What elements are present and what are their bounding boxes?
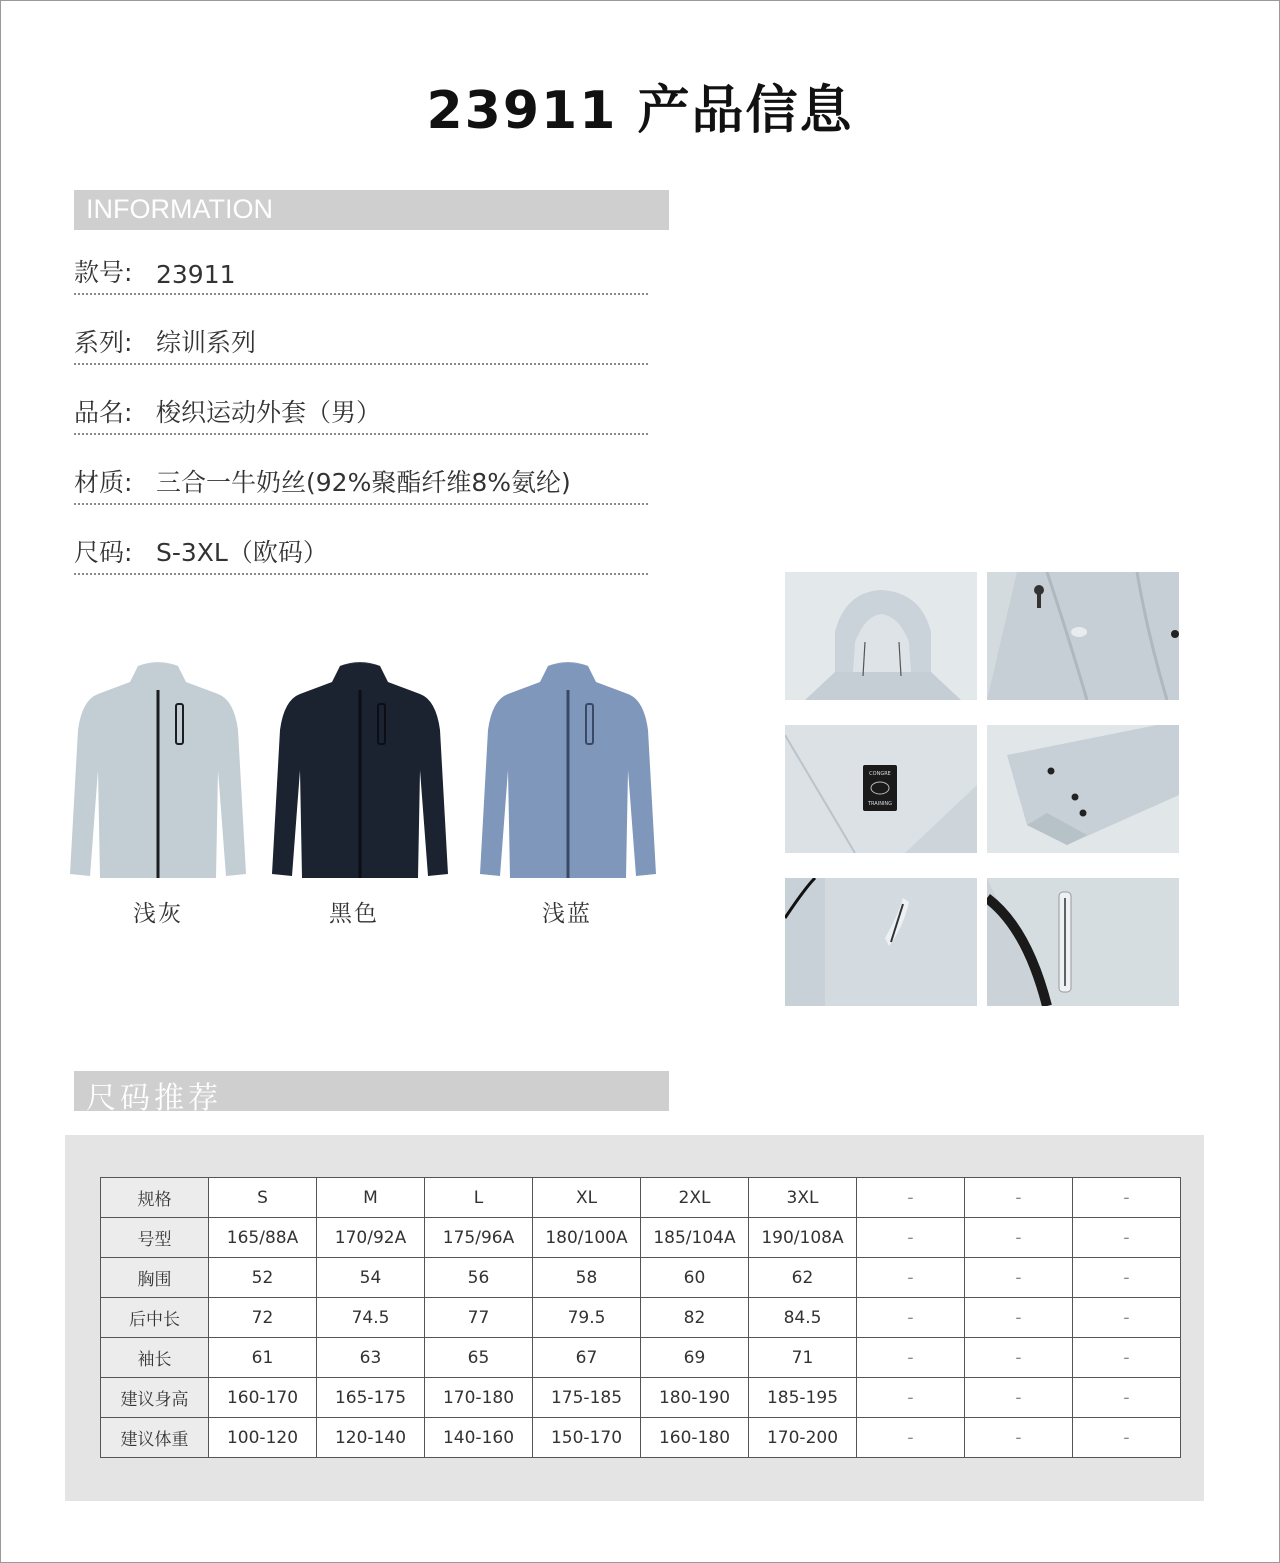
table-row xyxy=(101,1378,1181,1418)
table-cell: - xyxy=(1073,1338,1181,1378)
info-row-size xyxy=(74,533,648,575)
info-row-material xyxy=(74,463,648,505)
badge-top-text: CONGRE xyxy=(869,771,891,777)
detail-side-pocket-image xyxy=(785,878,977,1006)
table-cell: 69 xyxy=(641,1338,749,1378)
table-cell: 72 xyxy=(209,1298,317,1338)
table-cell: - xyxy=(857,1418,965,1458)
detail-hood-image xyxy=(785,572,977,700)
table-cell: - xyxy=(1073,1378,1181,1418)
size-table xyxy=(100,1177,1181,1458)
table-cell: 165/88A xyxy=(209,1218,317,1258)
table-cell: 100-120 xyxy=(209,1418,317,1458)
table-row xyxy=(101,1258,1181,1298)
info-value: 三合一牛奶丝(92%聚酯纤维8%氨纶) xyxy=(156,468,571,497)
table-cell: - xyxy=(857,1298,965,1338)
table-header-cell: 2XL xyxy=(641,1178,749,1218)
table-cell: 82 xyxy=(641,1298,749,1338)
table-cell: 120-140 xyxy=(317,1418,425,1458)
table-cell: - xyxy=(857,1258,965,1298)
table-cell: 170/92A xyxy=(317,1218,425,1258)
table-cell: - xyxy=(857,1338,965,1378)
table-cell: 77 xyxy=(425,1298,533,1338)
table-cell: 175-185 xyxy=(533,1378,641,1418)
table-header-cell: 3XL xyxy=(749,1178,857,1218)
table-cell: 160-180 xyxy=(641,1418,749,1458)
table-header-cell: L xyxy=(425,1178,533,1218)
table-cell: - xyxy=(1073,1218,1181,1258)
table-cell: 65 xyxy=(425,1338,533,1378)
table-cell: 185/104A xyxy=(641,1218,749,1258)
table-cell: 160-170 xyxy=(209,1378,317,1418)
table-cell: 84.5 xyxy=(749,1298,857,1338)
information-heading: INFORMATION xyxy=(86,194,273,224)
info-label: 品名: xyxy=(74,398,133,427)
color-label-light-blue: 浅蓝 xyxy=(542,901,592,927)
table-cell: 63 xyxy=(317,1338,425,1378)
table-cell: - xyxy=(965,1418,1073,1458)
table-cell: 71 xyxy=(749,1338,857,1378)
table-cell: 61 xyxy=(209,1338,317,1378)
detail-cuff-image xyxy=(987,725,1179,853)
table-row xyxy=(101,1218,1181,1258)
color-label-black: 黑色 xyxy=(329,901,379,927)
table-cell: 180/100A xyxy=(533,1218,641,1258)
table-cell: - xyxy=(857,1378,965,1418)
table-cell: - xyxy=(1073,1298,1181,1338)
size-recommendation-heading-bar xyxy=(74,1071,669,1115)
table-cell: 58 xyxy=(533,1258,641,1298)
detail-badge-image xyxy=(785,725,977,853)
detail-chest-pocket-image xyxy=(987,878,1179,1006)
table-cell: - xyxy=(965,1338,1073,1378)
info-row-style-number xyxy=(74,253,648,295)
table-cell: 袖长 xyxy=(101,1338,209,1378)
table-cell: 56 xyxy=(425,1258,533,1298)
info-value: 综训系列 xyxy=(156,328,257,357)
table-cell: 165-175 xyxy=(317,1378,425,1418)
info-label: 尺码: xyxy=(74,538,133,567)
table-row xyxy=(101,1298,1181,1338)
badge-bottom-text: TRAINING xyxy=(867,801,893,807)
table-cell: 52 xyxy=(209,1258,317,1298)
table-header-cell: - xyxy=(965,1178,1073,1218)
table-cell: - xyxy=(1073,1418,1181,1458)
table-cell: - xyxy=(857,1218,965,1258)
table-cell: 建议体重 xyxy=(101,1418,209,1458)
table-header-cell: - xyxy=(857,1178,965,1218)
table-cell: 67 xyxy=(533,1338,641,1378)
table-cell: 54 xyxy=(317,1258,425,1298)
table-row xyxy=(101,1178,1181,1218)
detail-collar-image xyxy=(987,572,1179,700)
jacket-light-blue-image xyxy=(478,660,658,880)
table-header-cell: M xyxy=(317,1178,425,1218)
table-cell: 190/108A xyxy=(749,1218,857,1258)
table-cell: 胸围 xyxy=(101,1258,209,1298)
table-cell: 185-195 xyxy=(749,1378,857,1418)
info-value: 23911 xyxy=(156,260,236,289)
table-cell: 74.5 xyxy=(317,1298,425,1338)
table-header-cell: 规格 xyxy=(101,1178,209,1218)
info-value: S-3XL（欧码） xyxy=(156,538,328,567)
info-label: 系列: xyxy=(74,328,133,357)
table-row xyxy=(101,1338,1181,1378)
info-value: 梭织运动外套（男） xyxy=(156,398,382,427)
table-cell: 175/96A xyxy=(425,1218,533,1258)
page-title: 23911 产品信息 xyxy=(426,81,854,141)
information-heading-bar xyxy=(74,190,669,230)
table-cell: 后中长 xyxy=(101,1298,209,1338)
table-header-cell: - xyxy=(1073,1178,1181,1218)
table-cell: 170-180 xyxy=(425,1378,533,1418)
size-recommendation-heading: 尺码推荐 xyxy=(86,1082,222,1115)
table-cell: 150-170 xyxy=(533,1418,641,1458)
info-label: 款号: xyxy=(74,258,133,287)
table-cell: 60 xyxy=(641,1258,749,1298)
table-cell: 79.5 xyxy=(533,1298,641,1338)
table-cell: - xyxy=(965,1258,1073,1298)
jacket-black-image xyxy=(270,660,450,880)
info-row-series xyxy=(74,323,648,365)
table-cell: 180-190 xyxy=(641,1378,749,1418)
table-cell: - xyxy=(965,1218,1073,1258)
table-header-cell: XL xyxy=(533,1178,641,1218)
info-row-product-name xyxy=(74,393,648,435)
table-cell: - xyxy=(965,1378,1073,1418)
table-cell: 62 xyxy=(749,1258,857,1298)
table-cell: 建议身高 xyxy=(101,1378,209,1418)
table-cell: - xyxy=(1073,1258,1181,1298)
info-label: 材质: xyxy=(74,468,133,497)
color-label-light-grey: 浅灰 xyxy=(133,901,183,927)
jacket-light-grey-image xyxy=(68,660,248,880)
table-cell: 170-200 xyxy=(749,1418,857,1458)
table-cell: 140-160 xyxy=(425,1418,533,1458)
table-header-cell: S xyxy=(209,1178,317,1218)
table-cell: - xyxy=(965,1298,1073,1338)
table-cell: 号型 xyxy=(101,1218,209,1258)
table-row xyxy=(101,1418,1181,1458)
